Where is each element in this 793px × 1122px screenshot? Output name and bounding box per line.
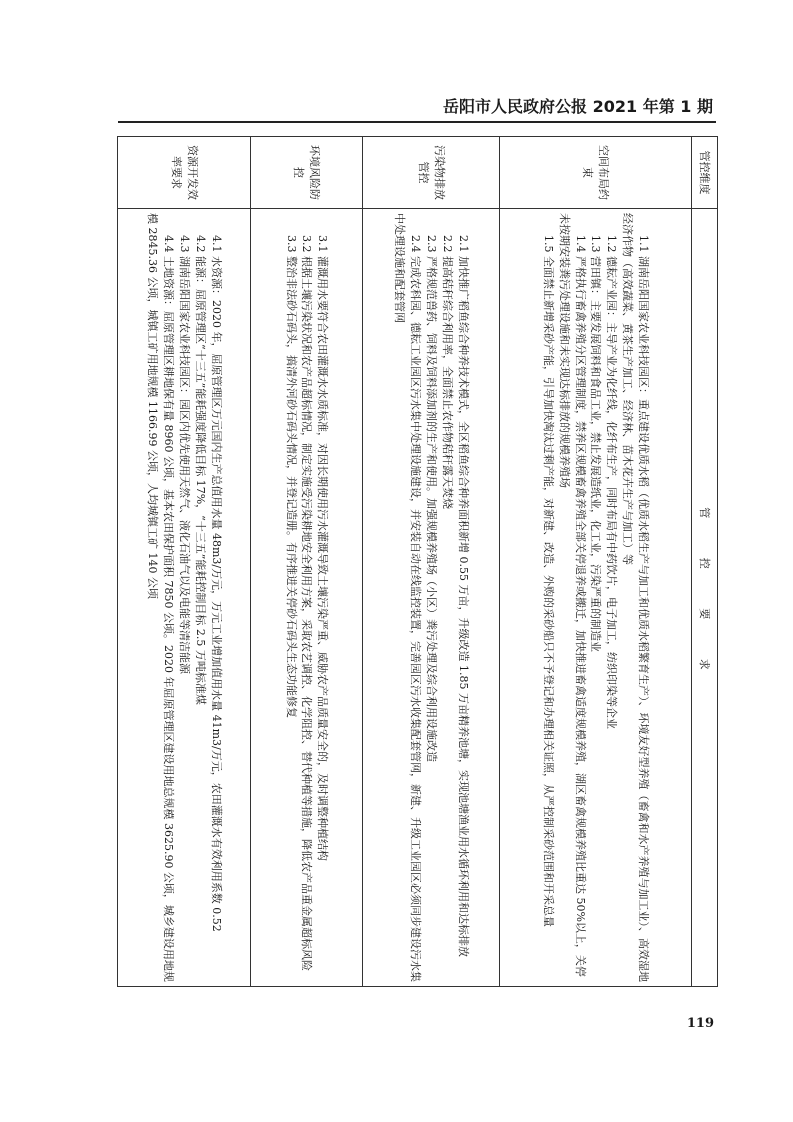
- requirement-item: 2.1 加快推广稻鱼综合种养技术模式，全区稻鱼综合种养面积新增 0.55 万亩，升级改造 1.85 万亩精养池塘，实现池塘渔业用水循环利用和达标排放: [456, 235, 470, 957]
- requirement-item: 1.5 全面禁止新增采砂产能，引导加快淘汰过剩产能，对新建、改造、外购的采砂船只不予登记和办理相关证照，从严控制采砂范围和开采总量: [541, 235, 555, 927]
- requirement-item: 1.1 湖南岳阳国家农业科技园区：重点建设优质水稻（优质水稻生产与加工和优质水稻繁育生产）、环境友好型养殖（畜禽和水产养殖与加工业）、高效湿地经济作物（高效蔬菜、黄茶生产加工、经济林、苗木花卉生产与加工）等: [621, 213, 651, 982]
- page-number: 119: [686, 1016, 714, 1031]
- requirement-item: 2.4 完成农科园、德耘工业园区污水集中处理设施建设，并安装自动在线监控装置，完善园区污水收集配套管网，新建、升级工业园区必须同步建设污水集中处理设施和配套管网: [393, 213, 423, 982]
- table-row-resource: [118, 137, 251, 987]
- rotated-content: [118, 136, 718, 986]
- row-dimension: 空间布局约束: [500, 137, 692, 209]
- row-dimension: 资源开发效率要求: [118, 137, 251, 209]
- requirement-item: 1.3 营田镇：主要发展饲料和食品工业，禁止发展造纸业，化工业，污染严重的制造业: [589, 235, 603, 652]
- table-header-row: [692, 137, 718, 987]
- row-requirements: [363, 209, 500, 987]
- requirement-item: 3.2 根据土壤污染状况和农产品超标情况，制定实施受污染耕地安全利用方案，采取农艺调控、化学阻控、替代种植等措施，降低农产品重金属超标风险: [300, 235, 314, 971]
- requirement-item: 4.4 土地资源：屈原管理区耕地保有量 8960 公顷，基本农田保护面积 7850 公顷。2020 年屈原管理区建设用地总规模 3625.90 公顷，城乡建设用地规模 2845.36 公顷，城镇工矿用地规模 1166.99 公顷，人均城镇工矿 140 公顷: [146, 213, 176, 982]
- requirement-item: 1.2 德耘产业园：主导产业为化纤线，化纤布生产，同时布局有中药饮片，电子加工，纺织印染等企业: [605, 235, 619, 729]
- row-requirements: [118, 209, 251, 987]
- requirement-item: 2.3 严格规范兽药、饲料及饲料添加剂的生产和使用。加强规模养殖场（小区）粪污处理及综合利用设施改造: [424, 235, 438, 762]
- table-row-risk: [251, 137, 363, 987]
- header-dimension: 管控维度: [692, 137, 718, 209]
- control-requirements-table: [117, 136, 718, 987]
- requirement-item: 3.3 整治非法砂石码头，搞清外河砂石码头情况，并登记造册。有序推进关停砂石码头生态功能修复: [284, 235, 298, 718]
- table-row-spatial: [500, 137, 692, 987]
- requirement-item: 4.3 湖南岳阳国家农业科技园区：园区内优先使用天然气、液化石油气以及电能等清洁能源: [177, 235, 191, 674]
- row-dimension: 污染物排放管控: [363, 137, 500, 209]
- requirement-item: 2.2 提高秸秆综合利用率，全面禁止农作物秸秆露天焚烧: [440, 235, 454, 509]
- row-requirements: [251, 209, 363, 987]
- requirement-item: 4.2 能源：屈原管理区“十三五”能耗强度降低目标 17%，“十三五”能耗控制目标 2.5 万吨标准煤: [193, 235, 207, 705]
- row-requirements: [500, 209, 692, 987]
- gazette-header-title: 岳阳市人民政府公报 2021 年第 1 期: [443, 97, 713, 116]
- header-requirement: 管 控 要 求: [692, 209, 718, 987]
- requirement-item: 1.4 严格执行畜禽养殖分区管理制度，禁养区规模畜禽养殖全部关停退养或搬迁，加快推进畜禽适度规模养殖，湖区畜禽规模养殖比重达 50%以上，关停未按期安装粪污处理设施和未实现达标排放的规模养殖场: [557, 213, 587, 977]
- row-dimension: 环境风险防控: [251, 137, 363, 209]
- requirement-item: 3.1 灌溉用水要符合农田灌溉水水质标准，对因长期使用污水灌溉导致土壤污染严重、威胁农产品质量安全的，及时调整种植结构: [316, 235, 330, 861]
- requirement-item: 4.1 水资源：2020 年，屈原管理区万元国内生产总值用水量 48m3/万元，万元工业增加值用水量 41m3/万元，农田灌溉水有效利用系数 0.52: [209, 235, 223, 932]
- header-divider: [118, 121, 716, 123]
- table-row-pollution: [363, 137, 500, 987]
